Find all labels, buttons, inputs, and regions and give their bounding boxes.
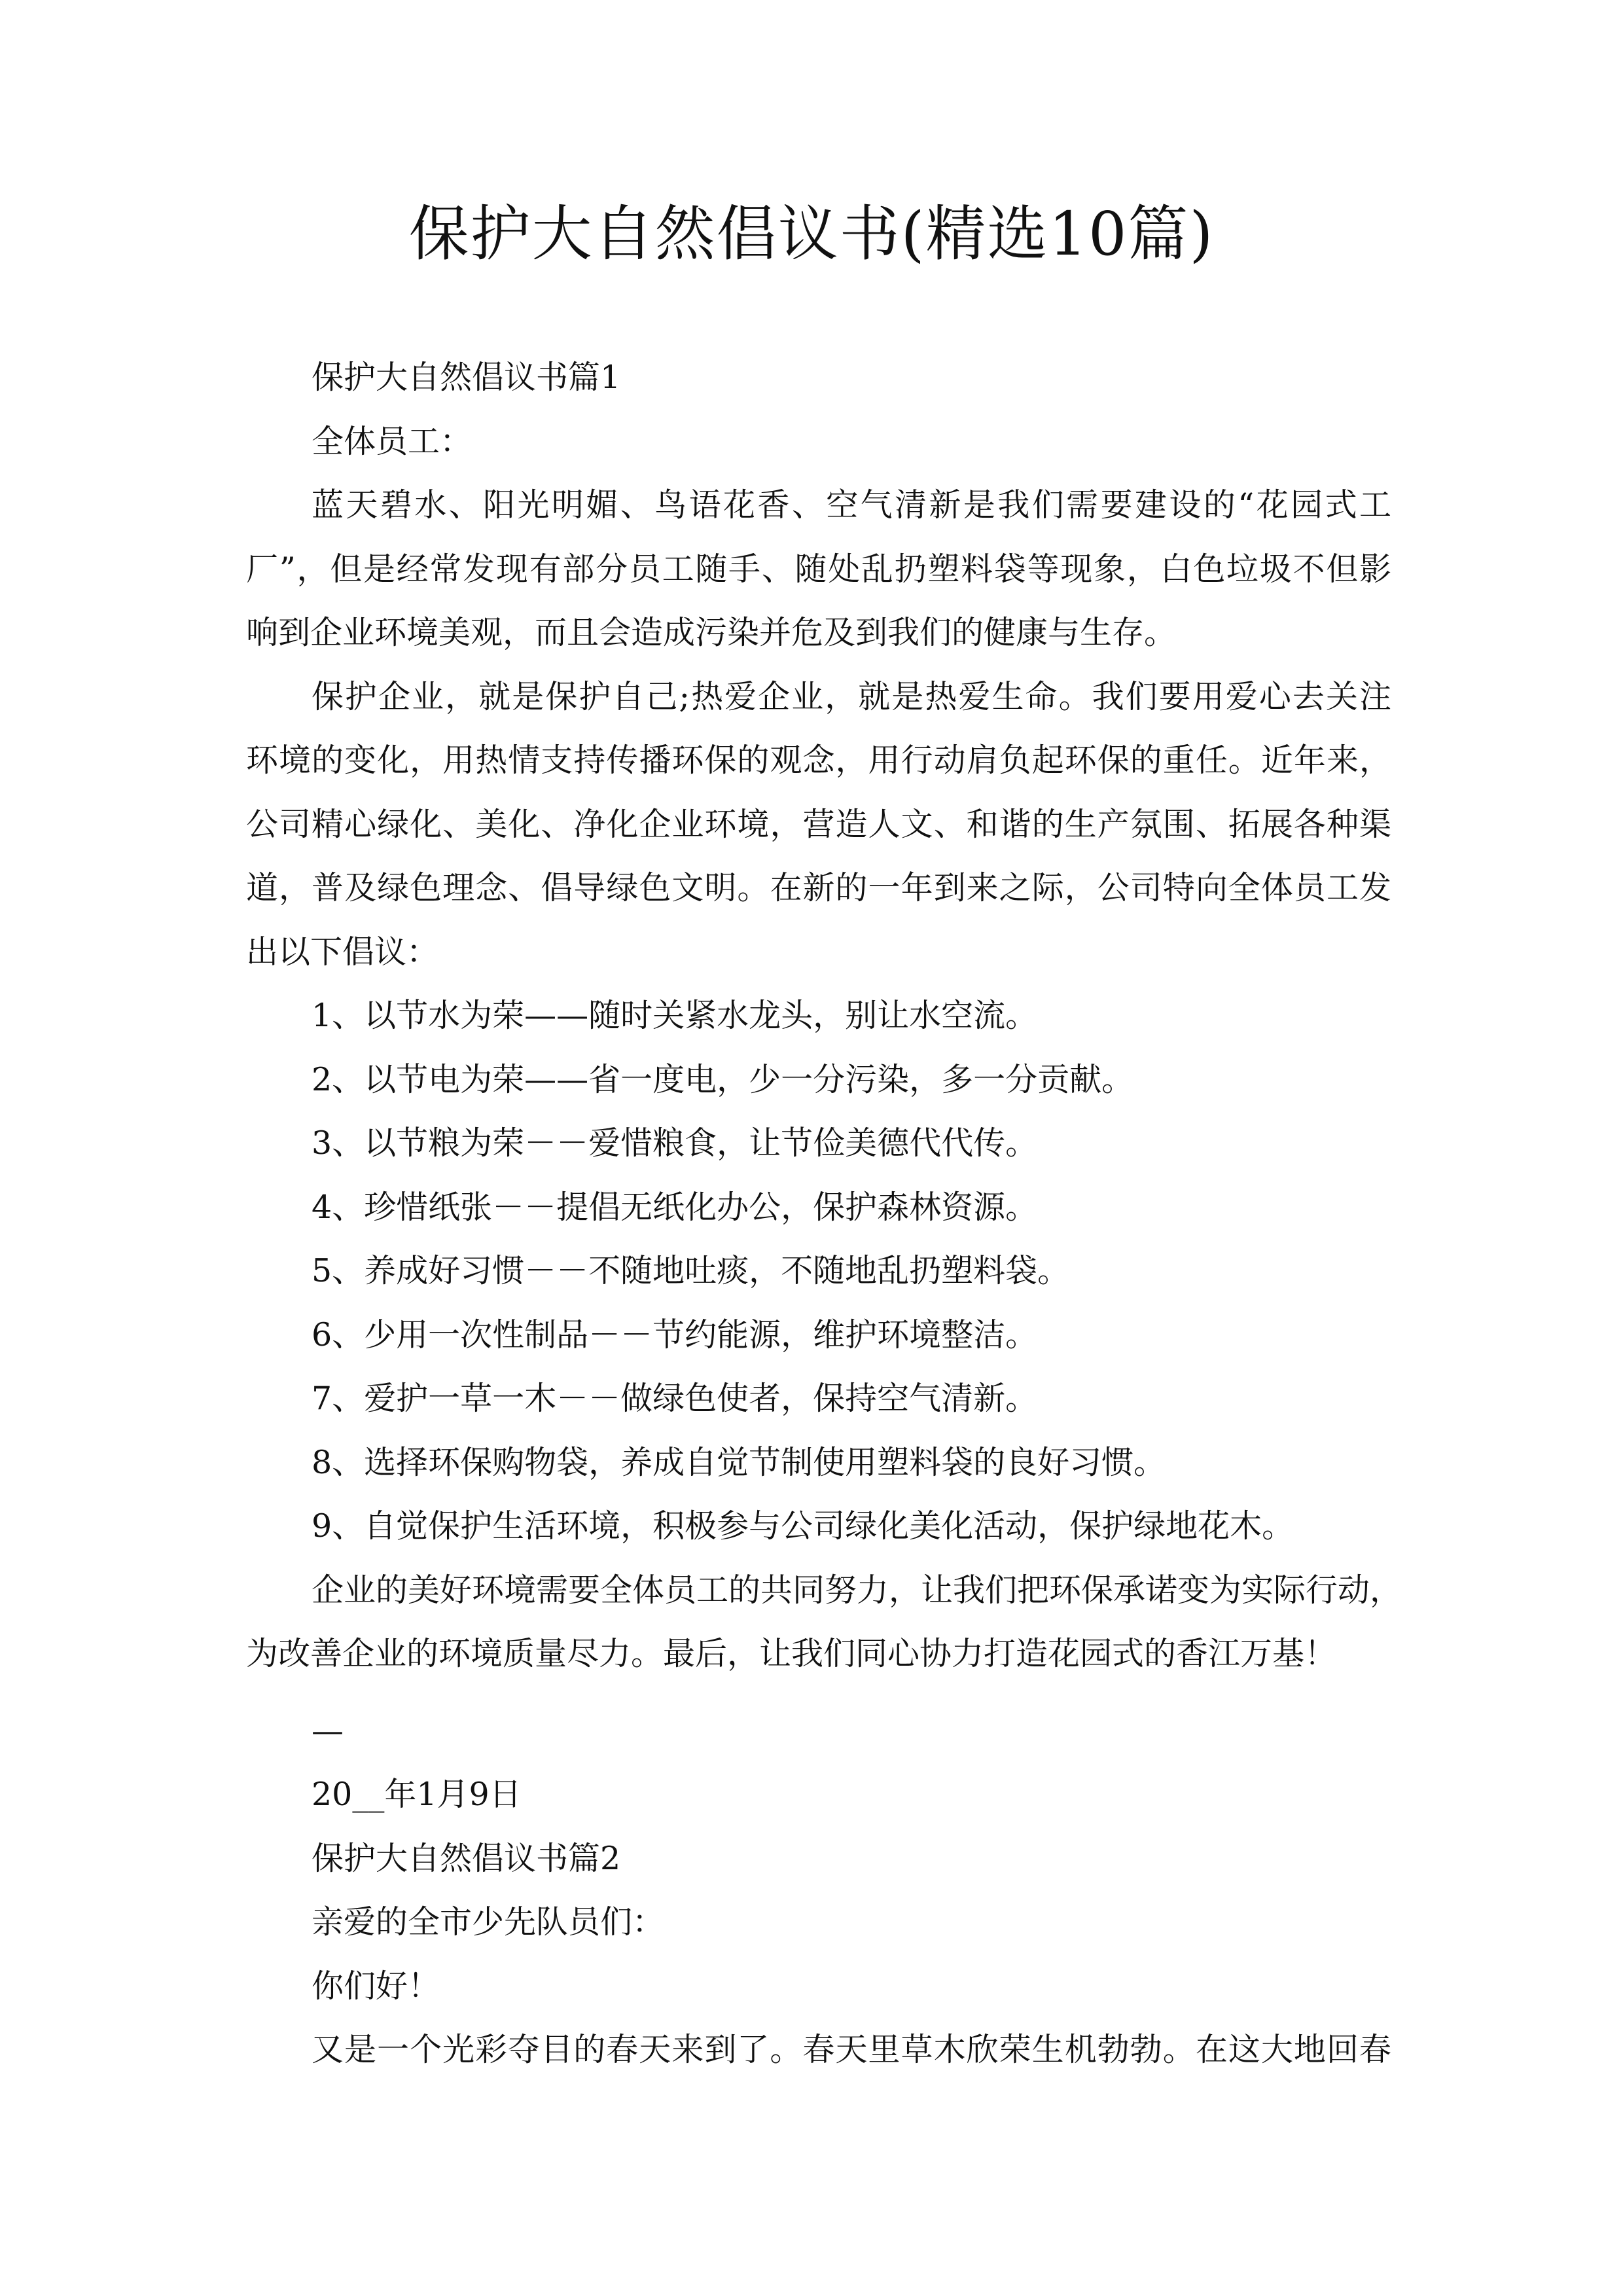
text-line: 6、少用一次性制品－－节约能源，维护环境整洁。 <box>312 1316 1038 1354</box>
text-line: 厂”，但是经常发现有部分员工随手、随处乱扔塑料袋等现象，白色垃圾不但影 <box>246 550 1391 588</box>
text-line: 1、以节水为荣——随时关紧水龙头，别让水空流。 <box>312 997 1038 1034</box>
text-line: 道，普及绿色理念、倡导绿色文明。在新的一年到来之际，公司特向全体员工发 <box>246 869 1391 906</box>
text-line: 20__年1月9日 <box>312 1776 522 1813</box>
document-title: 保护大自然倡议书(精选10篇) <box>408 199 1215 269</box>
text-line: 保护大自然倡议书篇2 <box>312 1839 621 1877</box>
text-line: 2、以节电为荣——省一度电，少一分污染，多一分贡献。 <box>312 1060 1134 1098</box>
text-line: 环境的变化，用热情支持传播环保的观念，用行动肩负起环保的重任。近年来， <box>246 742 1391 779</box>
text-line: 8、选择环保购物袋，养成自觉节制使用塑料袋的良好习惯。 <box>312 1443 1166 1481</box>
text-line: 响到企业环境美观，而且会造成污染并危及到我们的健康与生存。 <box>246 614 1177 651</box>
text-line: 全体员工： <box>312 422 473 460</box>
document-body <box>246 346 1402 2082</box>
text-line: 亲爱的全市少先队员们： <box>312 1903 665 1941</box>
text-line: 保护企业，就是保护自己;热爱企业，就是热爱生命。我们要用爱心去关注 <box>312 677 1391 715</box>
text-line: 4、珍惜纸张－－提倡无纸化办公，保护森林资源。 <box>312 1188 1038 1226</box>
text-line: 公司精心绿化、美化、净化企业环境，营造人文、和谐的生产氛围、拓展各种渠 <box>246 805 1391 843</box>
text-line: 企业的美好环境需要全体员工的共同努力，让我们把环保承诺变为实际行动， <box>312 1571 1402 1609</box>
text-line: 出以下倡议： <box>246 933 439 971</box>
text-line: 你们好！ <box>312 1967 440 2005</box>
text-line: 7、爱护一草一木－－做绿色使者，保持空气清新。 <box>312 1380 1038 1417</box>
text-line: 为改善企业的环境质量尽力。最后，让我们同心协力打造花园式的香江万基！ <box>246 1635 1337 1672</box>
text-line: 保护大自然倡议书篇1 <box>312 359 621 396</box>
text-line: 9、自觉保护生活环境，积极参与公司绿化美化活动，保护绿地花木。 <box>312 1507 1294 1545</box>
text-line: 5、养成好习惯－－不随地吐痰，不随地乱扔塑料袋。 <box>312 1252 1070 1289</box>
text-line: — <box>312 1712 344 1749</box>
text-line: 又是一个光彩夺目的春天来到了。春天里草木欣荣生机勃勃。在这大地回春 <box>312 2031 1391 2068</box>
text-line: 蓝天碧水、阳光明媚、鸟语花香、空气清新是我们需要建设的“花园式工 <box>312 486 1391 524</box>
text-line: 3、以节粮为荣－－爱惜粮食，让节俭美德代代传。 <box>312 1124 1038 1162</box>
